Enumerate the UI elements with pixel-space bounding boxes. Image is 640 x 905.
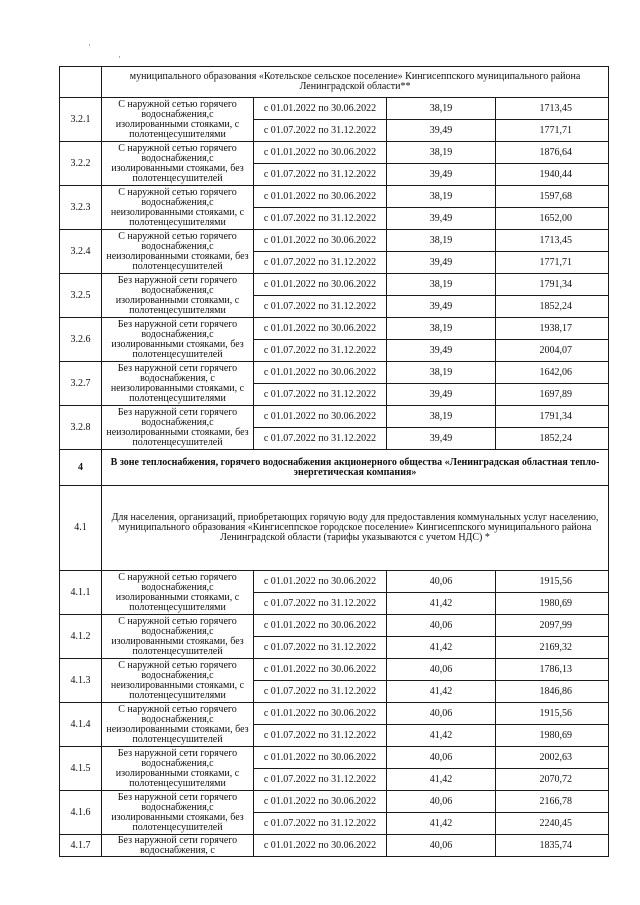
table-row (60, 406, 609, 428)
tariff-coolant: 39,49 (387, 384, 496, 406)
item-number: 3.2.6 (60, 318, 102, 362)
table-row (60, 98, 609, 120)
item-number: 4.1.1 (60, 571, 102, 615)
table-row (60, 791, 609, 813)
item-number: 3.2.8 (60, 406, 102, 450)
validity-period: с 01.01.2022 по 30.06.2022 (254, 274, 387, 296)
supply-condition: С наружной сетью горячего водоснабжения,с изолированными стояками, без полотенцесушителей (102, 142, 254, 186)
tariff-thermal-energy: 1791,34 (496, 406, 609, 428)
tariff-thermal-energy: 1697,89 (496, 384, 609, 406)
validity-period: с 01.01.2022 по 30.06.2022 (254, 747, 387, 769)
validity-period: с 01.07.2022 по 31.12.2022 (254, 637, 387, 659)
tariff-thermal-energy: 1915,56 (496, 703, 609, 725)
validity-period: с 01.01.2022 по 30.06.2022 (254, 703, 387, 725)
continuation-text: муниципального образования «Котельское сельское поселение» Кингисеппского муниципального района Ленинградской области** (102, 67, 609, 98)
tariff-thermal-energy: 1940,44 (496, 164, 609, 186)
validity-period: с 01.01.2022 по 30.06.2022 (254, 791, 387, 813)
tariff-thermal-energy: 1852,24 (496, 296, 609, 318)
validity-period: с 01.07.2022 по 31.12.2022 (254, 120, 387, 142)
supply-condition: Без наружной сети горячего водоснабжения, с неизолированными стояками, с полотенцесушителями (102, 362, 254, 406)
tariff-coolant: 38,19 (387, 98, 496, 120)
tariff-coolant: 39,49 (387, 208, 496, 230)
scan-mark: · (88, 40, 91, 50)
validity-period: с 01.01.2022 по 30.06.2022 (254, 571, 387, 593)
supply-condition: Без наружной сети горячего водоснабжения, с (102, 835, 254, 857)
section-title: В зоне теплоснабжения, горячего водоснабжения акционерного общества «Ленинградская областная тепло-энергетическая компания» (102, 450, 609, 486)
supply-condition: Без наружной сети горячего водоснабжения,с изолированными стояками, с полотенцесушителями (102, 747, 254, 791)
validity-period: с 01.01.2022 по 30.06.2022 (254, 659, 387, 681)
table-row (60, 362, 609, 384)
item-number: 3.2.4 (60, 230, 102, 274)
supply-condition: С наружной сетью горячего водоснабжения,с неизолированными стояками, без полотенцесушителей (102, 703, 254, 747)
section-row (60, 486, 609, 571)
validity-period: с 01.01.2022 по 30.06.2022 (254, 362, 387, 384)
tariff-coolant: 40,06 (387, 835, 496, 857)
item-number: 3.2.7 (60, 362, 102, 406)
table-row (60, 747, 609, 769)
section-row (60, 450, 609, 486)
item-number: 4.1.6 (60, 791, 102, 835)
validity-period: с 01.01.2022 по 30.06.2022 (254, 98, 387, 120)
tariff-coolant: 40,06 (387, 703, 496, 725)
tariff-thermal-energy: 2169,32 (496, 637, 609, 659)
tariff-thermal-energy: 1876,64 (496, 142, 609, 164)
tariff-coolant: 39,49 (387, 340, 496, 362)
item-number: 4.1.4 (60, 703, 102, 747)
tariff-thermal-energy: 1852,24 (496, 428, 609, 450)
validity-period: с 01.07.2022 по 31.12.2022 (254, 384, 387, 406)
table-row (60, 274, 609, 296)
table-row (60, 230, 609, 252)
tariff-coolant: 41,42 (387, 593, 496, 615)
supply-condition: Без наружной сети горячего водоснабжения,с изолированными стояками, без полотенцесушителей (102, 318, 254, 362)
table-row (60, 835, 609, 857)
tariff-thermal-energy: 1938,17 (496, 318, 609, 340)
tariff-coolant: 41,42 (387, 681, 496, 703)
tariff-coolant: 39,49 (387, 296, 496, 318)
tariff-coolant: 38,19 (387, 186, 496, 208)
tariff-coolant: 38,19 (387, 142, 496, 164)
tariff-coolant: 39,49 (387, 428, 496, 450)
item-number: 4.1.7 (60, 835, 102, 857)
tariff-thermal-energy: 2004,07 (496, 340, 609, 362)
tariff-thermal-energy: 1771,71 (496, 120, 609, 142)
supply-condition: Без наружной сети горячего водоснабжения,с изолированными стояками, без полотенцесушителей (102, 791, 254, 835)
validity-period: с 01.07.2022 по 31.12.2022 (254, 208, 387, 230)
tariff-thermal-energy: 1713,45 (496, 230, 609, 252)
table-row (60, 186, 609, 208)
table-row (60, 659, 609, 681)
validity-period: с 01.07.2022 по 31.12.2022 (254, 252, 387, 274)
tariff-thermal-energy: 1597,68 (496, 186, 609, 208)
tariff-coolant: 39,49 (387, 120, 496, 142)
tariff-coolant: 40,06 (387, 659, 496, 681)
supply-condition: С наружной сетью горячего водоснабжения,с неизолированными стояками, с полотенцесушителями (102, 186, 254, 230)
tariff-coolant: 38,19 (387, 318, 496, 340)
continuation-row (60, 67, 609, 98)
supply-condition: С наружной сетью горячего водоснабжения,с изолированными стояками, без полотенцесушителей (102, 615, 254, 659)
tariff-thermal-energy: 1835,74 (496, 835, 609, 857)
table-row (60, 615, 609, 637)
tariff-thermal-energy: 2070,72 (496, 769, 609, 791)
validity-period: с 01.07.2022 по 31.12.2022 (254, 593, 387, 615)
validity-period: с 01.01.2022 по 30.06.2022 (254, 406, 387, 428)
validity-period: с 01.01.2022 по 30.06.2022 (254, 615, 387, 637)
tariff-thermal-energy: 1642,06 (496, 362, 609, 384)
tariff-coolant: 39,49 (387, 164, 496, 186)
section-number: 4 (60, 450, 102, 486)
validity-period: с 01.01.2022 по 30.06.2022 (254, 186, 387, 208)
tariff-thermal-energy: 2240,45 (496, 813, 609, 835)
validity-period: с 01.01.2022 по 30.06.2022 (254, 835, 387, 857)
tariff-coolant: 40,06 (387, 571, 496, 593)
tariff-coolant: 41,42 (387, 637, 496, 659)
tariff-thermal-energy: 1771,71 (496, 252, 609, 274)
validity-period: с 01.01.2022 по 30.06.2022 (254, 142, 387, 164)
table-row (60, 703, 609, 725)
validity-period: с 01.07.2022 по 31.12.2022 (254, 725, 387, 747)
validity-period: с 01.01.2022 по 30.06.2022 (254, 318, 387, 340)
tariff-coolant: 38,19 (387, 406, 496, 428)
table-row (60, 318, 609, 340)
tariff-thermal-energy: 1791,34 (496, 274, 609, 296)
tariff-coolant: 40,06 (387, 747, 496, 769)
tariff-coolant: 40,06 (387, 615, 496, 637)
validity-period: с 01.07.2022 по 31.12.2022 (254, 340, 387, 362)
scan-mark: · (118, 52, 121, 62)
item-number: 4.1.5 (60, 747, 102, 791)
tariff-thermal-energy: 1846,86 (496, 681, 609, 703)
item-number: 4.1.2 (60, 615, 102, 659)
tariff-thermal-energy: 2166,78 (496, 791, 609, 813)
tariff-coolant: 38,19 (387, 274, 496, 296)
supply-condition: С наружной сетью горячего водоснабжения,с изолированными стояками, с полотенцесушителями (102, 571, 254, 615)
supply-condition: С наружной сетью горячего водоснабжения,с неизолированными стояками, без полотенцесушителей (102, 230, 254, 274)
item-number: 3.2.5 (60, 274, 102, 318)
item-number: 3.2.3 (60, 186, 102, 230)
tariff-thermal-energy: 2002,63 (496, 747, 609, 769)
item-number: 4.1.3 (60, 659, 102, 703)
supply-condition: Без наружной сети горячего водоснабжения,с неизолированными стояками, без полотенцесушителей (102, 406, 254, 450)
supply-condition: С наружной сетью горячего водоснабжения,с неизолированными стояками, с полотенцесушителями (102, 659, 254, 703)
validity-period: с 01.07.2022 по 31.12.2022 (254, 769, 387, 791)
section-number: 4.1 (60, 486, 102, 571)
section-title: Для населения, организаций, приобретающих горячую воду для предоставления коммунальных услуг населению, муниципального образования «Кингисеппское городское поселение» Кингисеппского муниципального района Ленинградской области (тарифы указываются с учетом НДС) * (102, 486, 609, 571)
tariff-thermal-energy: 1713,45 (496, 98, 609, 120)
tariff-thermal-energy: 1652,00 (496, 208, 609, 230)
item-number: 3.2.2 (60, 142, 102, 186)
validity-period: с 01.07.2022 по 31.12.2022 (254, 813, 387, 835)
tariff-thermal-energy: 1915,56 (496, 571, 609, 593)
empty-cell (60, 67, 102, 98)
tariff-thermal-energy: 2097,99 (496, 615, 609, 637)
tariff-table (59, 66, 609, 857)
validity-period: с 01.07.2022 по 31.12.2022 (254, 164, 387, 186)
tariff-coolant: 41,42 (387, 725, 496, 747)
tariff-table-body (60, 67, 609, 857)
item-number: 3.2.1 (60, 98, 102, 142)
tariff-coolant: 39,49 (387, 252, 496, 274)
validity-period: с 01.07.2022 по 31.12.2022 (254, 681, 387, 703)
table-row (60, 571, 609, 593)
tariff-thermal-energy: 1786,13 (496, 659, 609, 681)
supply-condition: С наружной сетью горячего водоснабжения,с изолированными стояками, с полотенцесушителями (102, 98, 254, 142)
validity-period: с 01.07.2022 по 31.12.2022 (254, 296, 387, 318)
validity-period: с 01.07.2022 по 31.12.2022 (254, 428, 387, 450)
tariff-coolant: 38,19 (387, 230, 496, 252)
tariff-thermal-energy: 1980,69 (496, 593, 609, 615)
table-row (60, 142, 609, 164)
tariff-coolant: 38,19 (387, 362, 496, 384)
validity-period: с 01.01.2022 по 30.06.2022 (254, 230, 387, 252)
supply-condition: Без наружной сети горячего водоснабжения,с изолированными стояками, с полотенцесушителями (102, 274, 254, 318)
tariff-coolant: 41,42 (387, 813, 496, 835)
tariff-thermal-energy: 1980,69 (496, 725, 609, 747)
tariff-coolant: 41,42 (387, 769, 496, 791)
tariff-coolant: 40,06 (387, 791, 496, 813)
